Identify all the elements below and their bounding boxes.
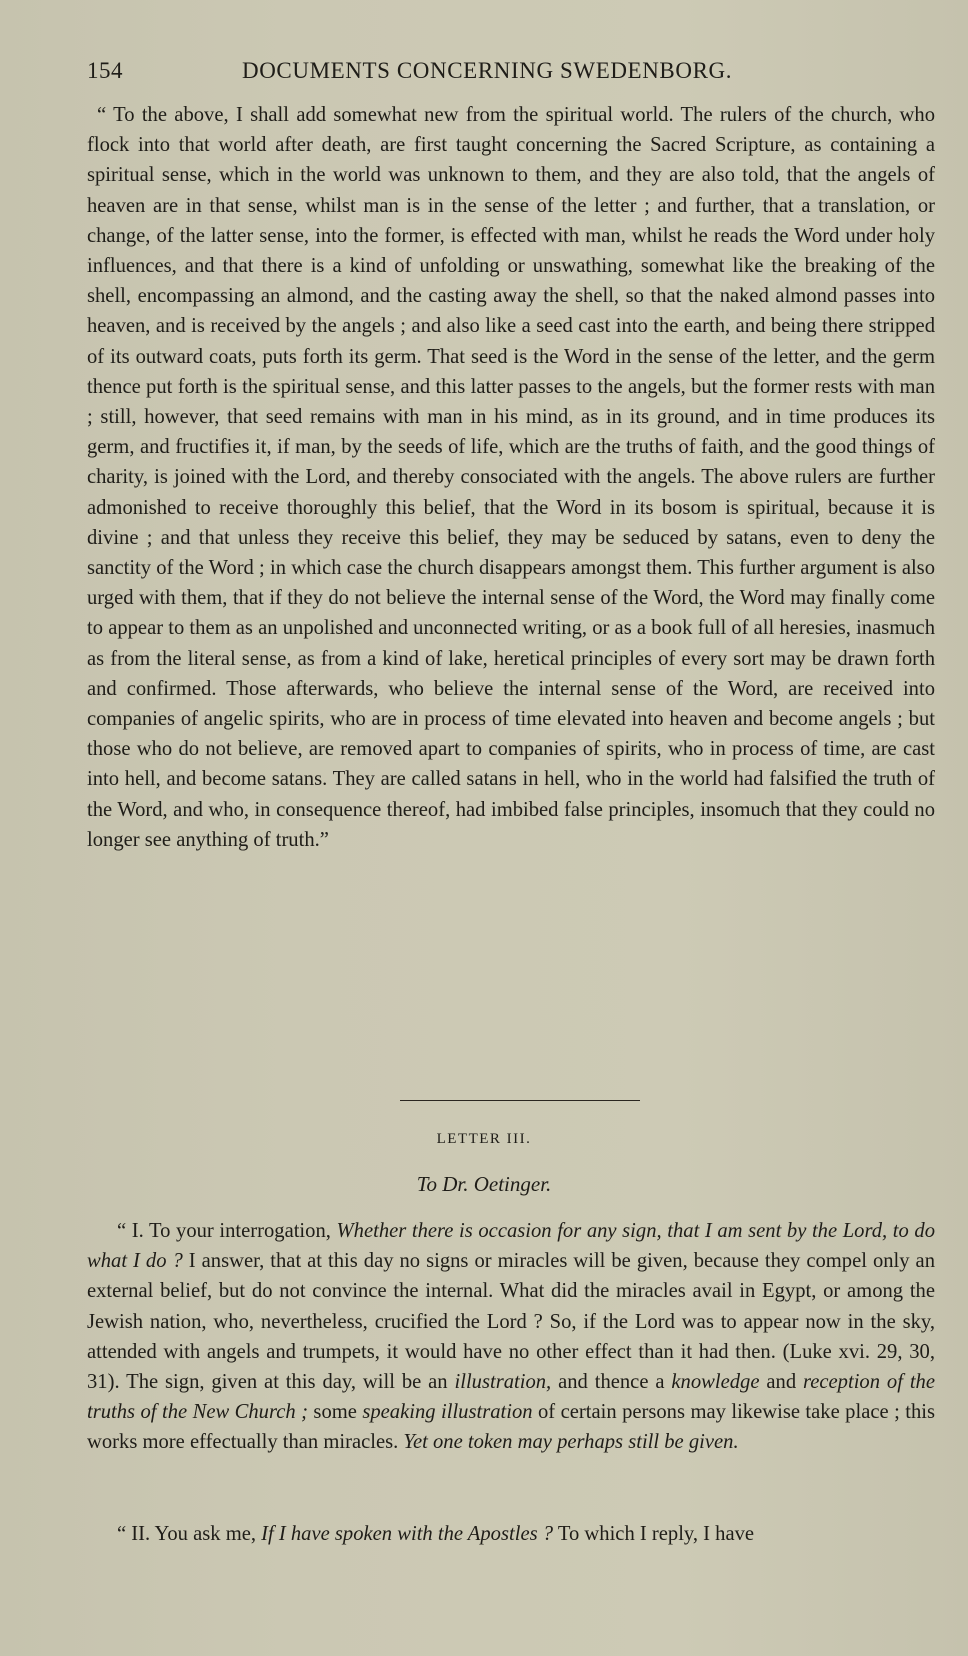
section-divider [400, 1100, 640, 1101]
text-run: some [307, 1401, 363, 1424]
text-run: and thence a [551, 1371, 672, 1394]
italic-run: illustration, [454, 1371, 552, 1394]
italic-run: knowledge [671, 1371, 760, 1394]
italic-run: If I have spoken with the Apostles ? [261, 1523, 554, 1545]
letter-addressee: To Dr. Oetinger. [416, 1172, 552, 1196]
paragraph-spiritual-world: “ To the above, I shall add somewhat new from the spiritual world. The rulers of the church, who flock into that world after death, are first taught concerning the Sacred Scripture, as containing a spiritual sense, which in the world was unknown to them, and they are also told, that the angels of heaven are in that sense, whilst man is in the sense of the letter ; and further, that a translation, or change, of the latter sense, into the former, is effected with man, whilst he reads the Word under holy influences, and that there is a kind of unfolding or unswathing, somewhat like the breaking of the shell, encompassing an almond, and the casting away the shell, so that the naked almond passes into heaven, and is received by the angels ; and also like a seed cast into the earth, and being there stripped of its outward coats, puts forth its germ. That seed is the Word in the sense of the letter, and the germ thence put forth is the spiritual sense, and this latter passes to the angels, but the former rests with man ; still, however, that seed remains with man in his mind, as in its ground, and in time produces its germ, and fructifies it, if man, by the seeds of life, which are the truths of faith, and the good things of charity, is joined with the Lord, and thereby consociated with the angels. The above rulers are further admonished to receive thoroughly this belief, that the Word in its bosom is spiritual, because it is divine ; and that unless they receive this belief, they may be seduced by satans, even to deny the sanctity of the Word ; in which case the church disappears amongst them. This further argument is also urged with them, that if they do not believe the internal sense of the Word, the Word may finally come to appear to them as an unpolished and unconnected writing, or as a book full of all heresies, inasmuch as from the literal sense, as from a kind of lake, heretical principles of every sort may be drawn forth and confirmed. Those afterwards, who believe the internal sense of the Word, are received into companies of angelic spirits, who are in process of time elevated into heaven and become angels ; but those who do not believe, are removed apart to companies of spirits, who in process of time, are cast into hell, and become satans. They are called satans in hell, who in the world had falsified the truth of the Word, and who, in consequence thereof, had imbibed false principles, insomuch that they could no longer see anything of truth.” [87, 104, 935, 851]
text-run: of certain persons may likewise take place ; this works more effectually than miracles. [87, 1401, 935, 1454]
text-run: I answer, that at this day no signs or miracles will be given, because they compel only an external belief, but do not convince the internal. What did the miracles avail in Egypt, or among the Jewish nation, who, nevertheless, crucified the Lord ? So, if the Lord was to appear now in the sky, attended with angels and trumpets, it would have no other effect than it had then. (Luke xvi. 29, 30, 31). The sign, given at this day, will be an [87, 1250, 935, 1394]
running-head: DOCUMENTS CONCERNING SWEDENBORG. [242, 58, 733, 83]
page-number: 154 [87, 58, 123, 83]
text-run: “ I. To your interrogation, [117, 1220, 337, 1242]
italic-run: Yet one token may perhaps still be given. [403, 1431, 739, 1454]
text-run: To which I reply, I have [553, 1523, 755, 1545]
text-run: “ II. You ask me, [117, 1523, 262, 1545]
page-header [87, 58, 937, 90]
letter-heading: LETTER III. [436, 1131, 532, 1147]
paragraph-signs-miracles [87, 1216, 935, 1458]
italic-run: Whether there is occasion for any sign, that I am sent by the Lord, to do what I do ? [87, 1220, 935, 1273]
italic-run: reception of the truths of the New Church ; [87, 1371, 935, 1424]
text-run: and [759, 1371, 804, 1394]
paragraph-apostles [87, 1519, 935, 1549]
italic-run: speaking illustration [362, 1401, 533, 1424]
